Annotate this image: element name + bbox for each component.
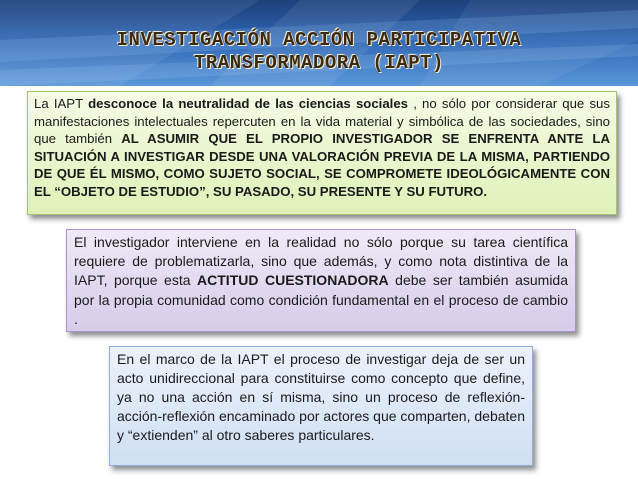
page-title-line1: INVESTIGACIÓN ACCIÓN PARTICIPATIVA — [116, 29, 522, 51]
box1-bold-2: AL ASUMIR QUE EL PROPIO INVESTIGADOR SE ENFRENTA ANTE LA SITUACIÓN A INVESTIGAR DESDE UNA VALORACIÓN PREVIA DE LA MISMA, PARTIENDO DE QUE ÉL MISMO, COMO SUJETO SOCIAL, SE COMPROMETE IDEOLÓGICAMENTE CON EL “OBJETO DE ESTUDIO”, SU PASADO, SU PRESENTE Y SU FUTURO. — [34, 131, 610, 199]
box1-bold-1: desconoce la neutralidad de las ciencias sociales — [88, 96, 409, 111]
page-title-line2: TRANSFORMADORA (IAPT) — [194, 52, 444, 74]
box1-text-1: La IAPT — [34, 96, 89, 111]
box2-text-1: El investigador interviene en la realidad no sólo porque su tarea científica requiere de problematizarla, sino que además, y como nota distintiva de la IAPT, porque esta — [74, 234, 568, 289]
text-box-process — [109, 346, 533, 466]
box2-text-2: debe ser también asumida por la propia comunidad como condición fundamental en el proceso de cambio . — [74, 272, 568, 327]
text-box-investigator — [66, 229, 576, 332]
header-banner — [0, 0, 638, 86]
box3-text: En el marco de la IAPT el proceso de investigar deja de ser un acto unidireccional para constituirse como concepto que define, ya no una acción en sí misma, sino un proceso de reflexión-acción-reflexión encaminado por actores que comparten, debaten y “extienden” al otro saberes particulares. — [117, 351, 525, 443]
text-box-neutrality — [27, 91, 617, 215]
box2-bold-1: ACTITUD CUESTIONADORA — [197, 272, 389, 289]
box1-text-2: , no sólo por considerar que sus manifestaciones intelectuales repercuten en la vida material y simbólica de las sociedades, sino que también — [34, 96, 610, 147]
